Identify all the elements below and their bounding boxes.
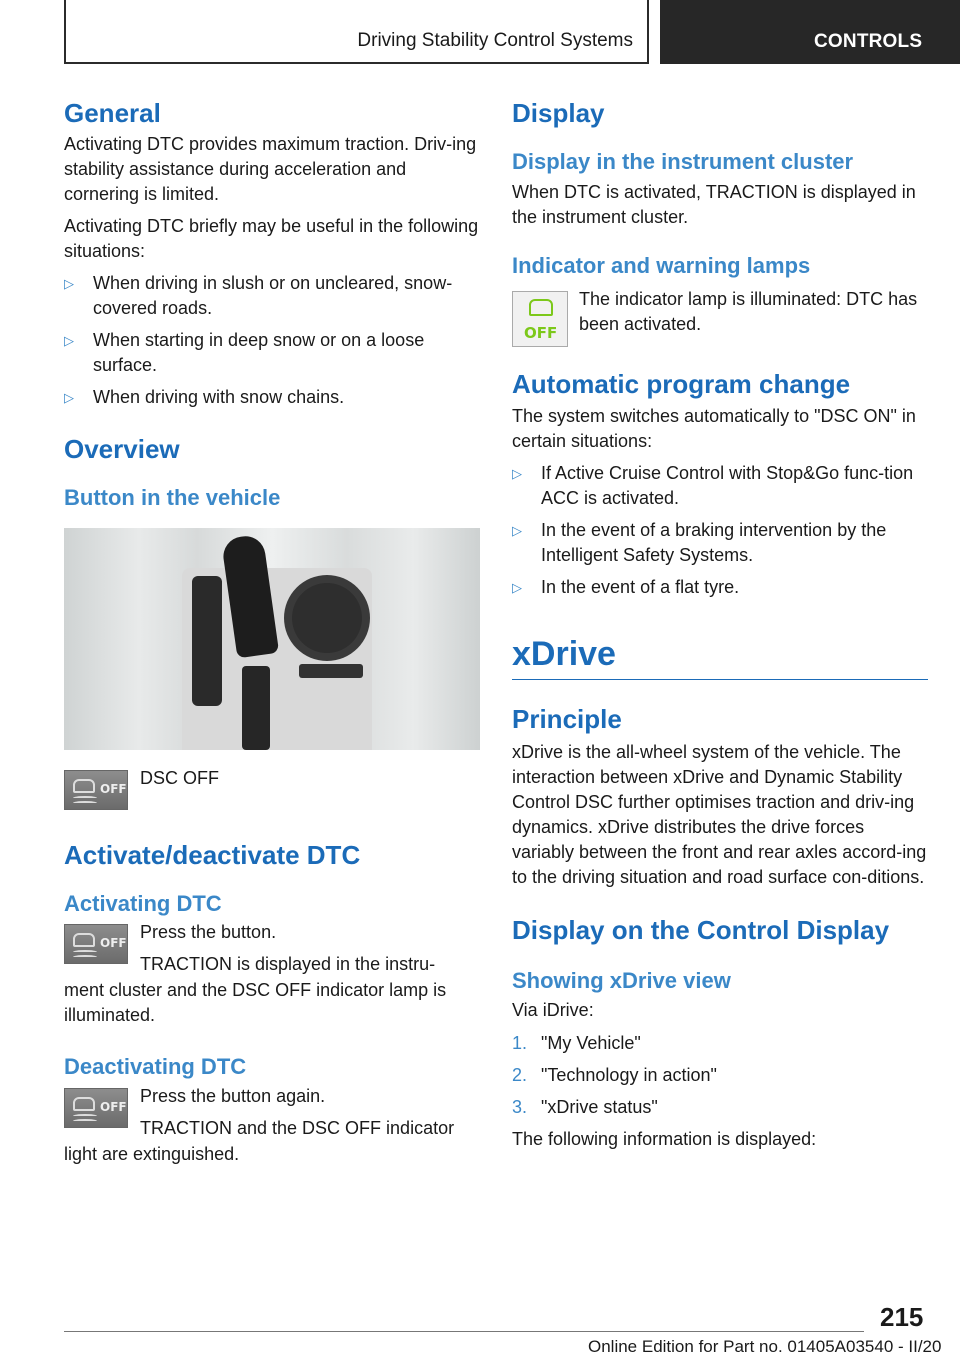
dsc-off-row bbox=[64, 767, 480, 812]
edition-text: Online Edition for Part no. 01405A03540 - II/20 bbox=[588, 1337, 942, 1356]
right-column bbox=[512, 98, 928, 1152]
list-item: 2. "Technology in action" bbox=[512, 1065, 717, 1086]
heading-general: General bbox=[64, 98, 161, 128]
bullet-triangle-icon: ▷ bbox=[64, 390, 74, 406]
dsc-off-icon: OFF bbox=[64, 770, 128, 810]
cluster-text: When DTC is activated, TRACTION is displayed in the instrument cluster. bbox=[512, 181, 916, 227]
heading-xdrive: xDrive bbox=[512, 635, 616, 674]
situations-list bbox=[64, 271, 480, 410]
list-item: ▷ When driving with snow chains. bbox=[64, 385, 480, 410]
list-item: ▷ In the event of a braking intervention by the Intelligent Safety Systems. bbox=[512, 520, 887, 566]
heading-display: Display bbox=[512, 98, 605, 128]
heading-activating-dtc: Activating DTC bbox=[64, 890, 222, 916]
heading-automatic-program-change: Automatic program change bbox=[512, 368, 851, 399]
heading-activate-deactivate: Activate/deactivate DTC bbox=[64, 839, 361, 870]
section-rule bbox=[512, 679, 928, 681]
bullet-triangle-icon: ▷ bbox=[64, 333, 74, 349]
dtc-indicator-icon: OFF bbox=[512, 291, 568, 347]
indicator-text: The indicator lamp is illuminated: DTC has been activated. bbox=[579, 288, 918, 334]
heading-button-in-vehicle: Button in the vehicle bbox=[64, 485, 281, 511]
heading-indicator-lamps: Indicator and warning lamps bbox=[512, 252, 811, 278]
section-title: CONTROLS bbox=[814, 31, 923, 52]
general-paragraph-1: Activating DTC provides maximum traction. Driv-ing stability assistance during acceleration and cornering is limited. bbox=[64, 134, 477, 205]
list-item: 3. "xDrive status" bbox=[512, 1097, 658, 1118]
bullet-triangle-icon: ▷ bbox=[512, 580, 522, 596]
via-idrive: Via iDrive: bbox=[512, 1000, 594, 1021]
indicator-row bbox=[512, 287, 928, 349]
steps-list bbox=[512, 1031, 928, 1120]
principle-text: xDrive is the all-wheel system of the vehicle. The interaction between xDrive and Dynamic Stability Control DSC further optimises traction and driv-ing dynamics. xDrive distributes the drive forces variably between the front and rear axles accord-ing to the driving situation and road surface con-ditions. bbox=[512, 741, 927, 887]
bullet-triangle-icon: ▷ bbox=[512, 466, 522, 482]
list-item: ▷ In the event of a flat tyre. bbox=[512, 575, 928, 600]
auto-situations-list bbox=[512, 461, 928, 600]
deactivating-text: light are extinguished. bbox=[64, 1143, 240, 1164]
following-info: The following information is displayed: bbox=[512, 1129, 817, 1150]
dsc-off-caption: DSC OFF bbox=[140, 767, 219, 788]
list-item: 1. "My Vehicle" bbox=[512, 1033, 641, 1054]
list-item: ▷ When driving in slush or on uncleared, snow-covered roads. bbox=[64, 273, 453, 319]
heading-showing-xdrive-view: Showing xDrive view bbox=[512, 967, 731, 993]
general-paragraph-2: Activating DTC briefly may be useful in the following situations: bbox=[64, 216, 479, 262]
heading-instrument-cluster: Display in the instrument cluster bbox=[512, 149, 854, 175]
list-item: ▷ If Active Cruise Control with Stop&Go func-tion ACC is activated. bbox=[512, 463, 914, 509]
center-console-photo bbox=[64, 528, 480, 750]
heading-principle: Principle bbox=[512, 704, 622, 735]
activating-text: ment cluster and the DSC OFF indicator lamp is illuminated. bbox=[64, 980, 447, 1026]
page-number: 215 bbox=[880, 1302, 924, 1332]
header-title-box bbox=[64, 0, 649, 64]
auto-text: The system switches automatically to "DSC ON" in certain situations: bbox=[512, 406, 916, 452]
dsc-off-icon: OFF bbox=[64, 1088, 128, 1128]
footer-rule bbox=[64, 1331, 864, 1332]
bullet-triangle-icon: ▷ bbox=[64, 276, 74, 292]
heading-deactivating-dtc: Deactivating DTC bbox=[64, 1054, 247, 1080]
dsc-off-icon: OFF bbox=[64, 924, 128, 964]
heading-control-display: Display on the Control Display bbox=[512, 914, 890, 945]
left-column bbox=[64, 98, 480, 1167]
bullet-triangle-icon: ▷ bbox=[512, 523, 522, 539]
deactivating-row: OFF Press the button again. TRACTION and the DSC OFF indicator bbox=[64, 1084, 480, 1142]
list-item: ▷ When starting in deep snow or on a loose surface. bbox=[64, 330, 425, 376]
chapter-title: Driving Stability Control Systems bbox=[357, 30, 633, 51]
heading-overview: Overview bbox=[64, 434, 180, 465]
header-section-box bbox=[660, 0, 960, 64]
activating-row: OFF Press the button. TRACTION is displayed in the instru- bbox=[64, 920, 480, 978]
